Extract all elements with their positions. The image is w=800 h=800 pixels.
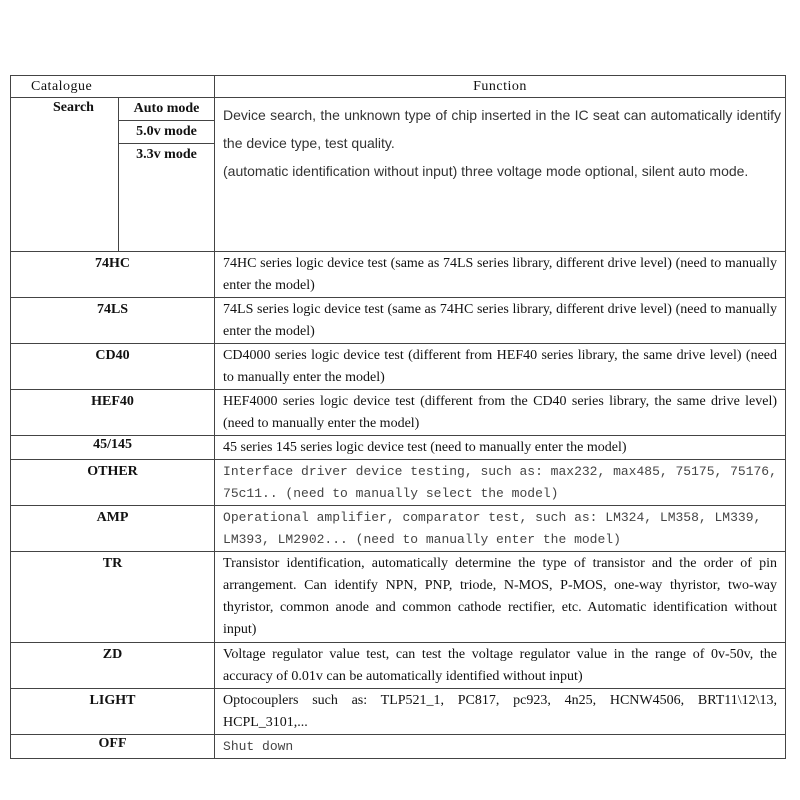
table-row <box>11 460 786 506</box>
function-zd: Voltage regulator value test, can test the voltage regulator value in the range of 0v-50v, the accuracy of 0.01v can be automatically identified without input) <box>215 643 786 689</box>
function-45-145: 45 series 145 series logic device test (need to manually enter the model) <box>215 436 786 460</box>
catalogue-74hc: 74HC <box>11 252 215 298</box>
function-tr: Transistor identification, automatically determine the type of transistor and the order of pin arrangement. Can identify NPN, PNP, triode, N-MOS, P-MOS, one-way thyristor, two-way thyristor, common anode and common cathode rectifier, etc. Automatic identification without input) <box>215 552 786 643</box>
function-cd40: CD4000 series logic device test (different from HEF40 series library, the same drive level) (need to manually enter the model) <box>215 344 786 390</box>
function-search <box>215 98 786 252</box>
function-74ls: 74LS series logic device test (same as 74HC series library, different drive level) (need to manually enter the model) <box>215 298 786 344</box>
function-table <box>10 75 786 759</box>
header-catalogue: Catalogue <box>11 76 215 98</box>
table-row <box>11 344 786 390</box>
function-other: Interface driver device testing, such as: max232, max485, 75175, 75176, 75c11.. (need to manually select the model) <box>215 460 786 506</box>
catalogue-light: LIGHT <box>11 689 215 735</box>
mode-auto: Auto mode <box>119 98 214 121</box>
function-hef40: HEF4000 series logic device test (different from the CD40 series library, the same drive level) (need to manually enter the model) <box>215 390 786 436</box>
catalogue-74ls: 74LS <box>11 298 215 344</box>
function-search-line-1: Device search, the unknown type of chip inserted in the IC seat can automatically identify the device type, test quality. <box>223 107 782 151</box>
mode-3v3: 3.3v mode <box>136 147 197 162</box>
function-74hc: 74HC series logic device test (same as 74LS series library, different drive level) (need to manually enter the model) <box>215 252 786 298</box>
table-row <box>11 390 786 436</box>
table-row <box>11 689 786 735</box>
search-modes <box>119 98 215 252</box>
table-row <box>11 298 786 344</box>
catalogue-45-145: 45/145 <box>11 436 215 460</box>
header-row <box>11 76 786 98</box>
table-row <box>11 252 786 298</box>
function-light: Optocouplers such as: TLP521_1, PC817, pc923, 4n25, HCNW4506, BRT11\12\13, HCPL_3101,... <box>215 689 786 735</box>
table-row <box>11 552 786 643</box>
header-function: Function <box>215 76 786 98</box>
catalogue-amp: AMP <box>11 506 215 552</box>
catalogue-off: OFF <box>11 735 215 759</box>
catalogue-hef40: HEF40 <box>11 390 215 436</box>
catalogue-other: OTHER <box>11 460 215 506</box>
table-row <box>11 735 786 759</box>
function-off: Shut down <box>215 735 786 759</box>
table-row <box>11 436 786 460</box>
function-amp: Operational amplifier, comparator test, such as: LM324, LM358, LM339, LM393, LM2902... (need to manually enter the model) <box>215 506 786 552</box>
mode-5v: 5.0v mode <box>119 121 214 144</box>
catalogue-cd40: CD40 <box>11 344 215 390</box>
function-search-line-2: (automatic identification without input) three voltage mode optional, silent auto mode. <box>223 163 749 179</box>
table-row <box>11 643 786 689</box>
table-row <box>11 506 786 552</box>
mode-spacer <box>119 166 214 251</box>
catalogue-search: Search <box>11 98 119 252</box>
catalogue-zd: ZD <box>11 643 215 689</box>
table-row-search <box>11 98 786 252</box>
catalogue-tr: TR <box>11 552 215 643</box>
